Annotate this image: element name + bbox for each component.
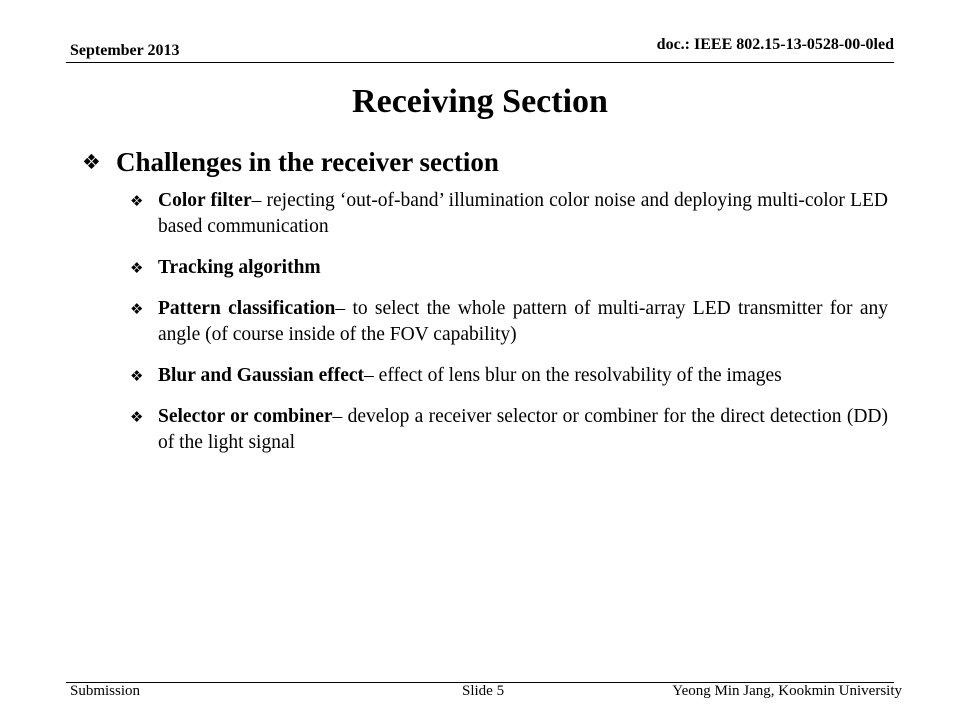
header-rule [66, 62, 894, 63]
item-term: Pattern classification [158, 298, 336, 319]
diamond-bullet-icon: ❖ [130, 367, 144, 385]
item-term: Tracking algorithm [158, 257, 321, 278]
main-bullet-text: Challenges in the receiver section [116, 147, 499, 177]
diamond-bullet-icon: ❖ [130, 408, 144, 426]
item-description: – to select the whole pattern of multi-array LED transmitter for any angle (of course inside of the FOV capability) [158, 298, 889, 345]
item-term: Color filter [158, 190, 252, 211]
list-item [130, 404, 888, 456]
challenge-list [130, 188, 888, 471]
header-date: September 2013 [70, 42, 180, 59]
main-bullet [82, 142, 902, 182]
item-description: – rejecting ‘out-of-band’ illumination color noise and deploying multi-color LED based communication [158, 190, 888, 237]
list-item [130, 255, 888, 281]
list-item [130, 188, 888, 240]
item-description: – effect of lens blur on the resolvability of the images [364, 365, 782, 386]
footer-author: Yeong Min Jang, Kookmin University [672, 683, 902, 699]
list-item [130, 296, 888, 348]
footer-slide-number: Slide 5 [462, 683, 505, 699]
item-description: – develop a receiver selector or combiner for the direct detection (DD) of the light signal [158, 406, 888, 453]
list-item [130, 363, 888, 389]
item-term: Blur and Gaussian effect [158, 365, 365, 386]
footer-submission: Submission [70, 683, 141, 699]
item-term: Selector or combiner [158, 406, 333, 427]
diamond-bullet-icon: ❖ [130, 300, 144, 318]
diamond-bullet-icon: ❖ [82, 150, 101, 174]
diamond-bullet-icon: ❖ [130, 259, 144, 277]
header-doc-id: doc.: IEEE 802.15-13-0528-00-0led [656, 36, 894, 53]
slide-title: Receiving Section [352, 83, 608, 120]
diamond-bullet-icon: ❖ [130, 192, 144, 210]
